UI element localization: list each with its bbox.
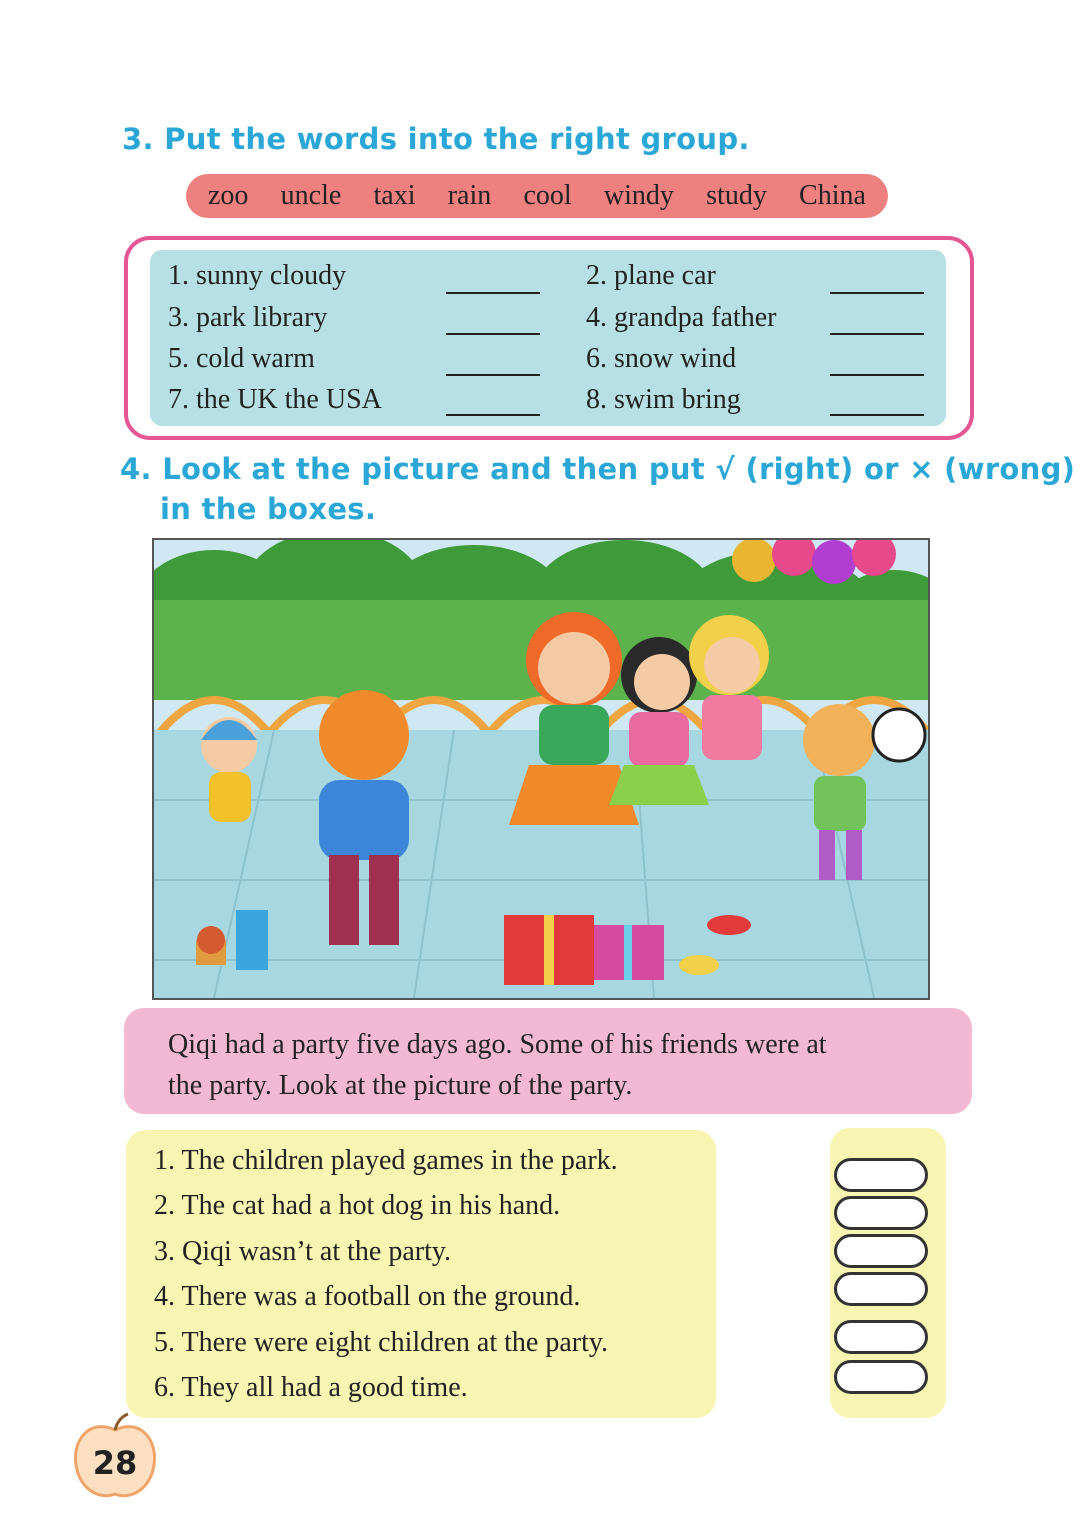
page-number-badge <box>70 1410 160 1502</box>
answer-blank-8[interactable] <box>830 414 924 416</box>
answer-box-5[interactable] <box>834 1320 928 1354</box>
answer-box-3[interactable] <box>834 1234 928 1268</box>
word-bank-word: taxi <box>373 180 416 211</box>
group-item-1: 1. sunny cloudy <box>168 260 347 291</box>
word-bank-word: zoo <box>208 180 249 211</box>
answer-box-6[interactable] <box>834 1360 928 1394</box>
page-number: 28 <box>92 1444 138 1482</box>
answer-box-2[interactable] <box>834 1196 928 1230</box>
word-bank-word: windy <box>603 180 674 211</box>
statement-2: 2. The cat had a hot dog in his hand. <box>154 1190 561 1221</box>
section-4-heading-cont: in the boxes. <box>160 492 377 526</box>
group-item-4: 4. grandpa father <box>586 302 777 333</box>
football <box>873 709 925 761</box>
answer-blank-1[interactable] <box>446 292 540 294</box>
group-item-6: 6. snow wind <box>586 343 737 374</box>
word-bank-word: study <box>706 180 767 211</box>
answer-blank-7[interactable] <box>446 414 540 416</box>
answer-blank-2[interactable] <box>830 292 924 294</box>
party-illustration <box>152 538 930 1000</box>
word-bank-word: China <box>799 180 866 211</box>
statement-6: 6. They all had a good time. <box>154 1372 468 1403</box>
word-bank <box>186 174 888 218</box>
group-item-7: 7. the UK the USA <box>168 384 382 415</box>
section-3-heading: 3. Put the words into the right group. <box>122 122 750 156</box>
story-panel <box>124 1008 972 1114</box>
statement-4: 4. There was a football on the ground. <box>154 1281 581 1312</box>
answer-blank-3[interactable] <box>446 333 540 335</box>
answer-blank-6[interactable] <box>830 374 924 376</box>
section-4-heading: 4. Look at the picture and then put √ (right) or × (wrong) <box>120 452 1076 486</box>
drink <box>236 910 268 970</box>
presents <box>504 915 664 985</box>
answer-box-1[interactable] <box>834 1158 928 1192</box>
story-line: Qiqi had a party five days ago. Some of his friends were at <box>168 1029 827 1060</box>
group-item-5: 5. cold warm <box>168 343 315 374</box>
answer-blank-4[interactable] <box>830 333 924 335</box>
cupcake <box>196 926 226 965</box>
word-bank-word: rain <box>447 180 492 211</box>
answer-box-4[interactable] <box>834 1272 928 1306</box>
group-item-3: 3. park library <box>168 302 328 333</box>
word-bank-word: cool <box>523 180 572 211</box>
group-item-2: 2. plane car <box>586 260 716 291</box>
answer-blank-5[interactable] <box>446 374 540 376</box>
word-bank-word: uncle <box>280 180 342 211</box>
statement-5: 5. There were eight children at the party. <box>154 1327 609 1358</box>
statement-1: 1. The children played games in the park. <box>154 1145 618 1176</box>
statement-3: 3. Qiqi wasn’t at the party. <box>154 1236 452 1267</box>
story-line: the party. Look at the picture of the party. <box>168 1070 633 1101</box>
group-item-8: 8. swim bring <box>586 384 741 415</box>
